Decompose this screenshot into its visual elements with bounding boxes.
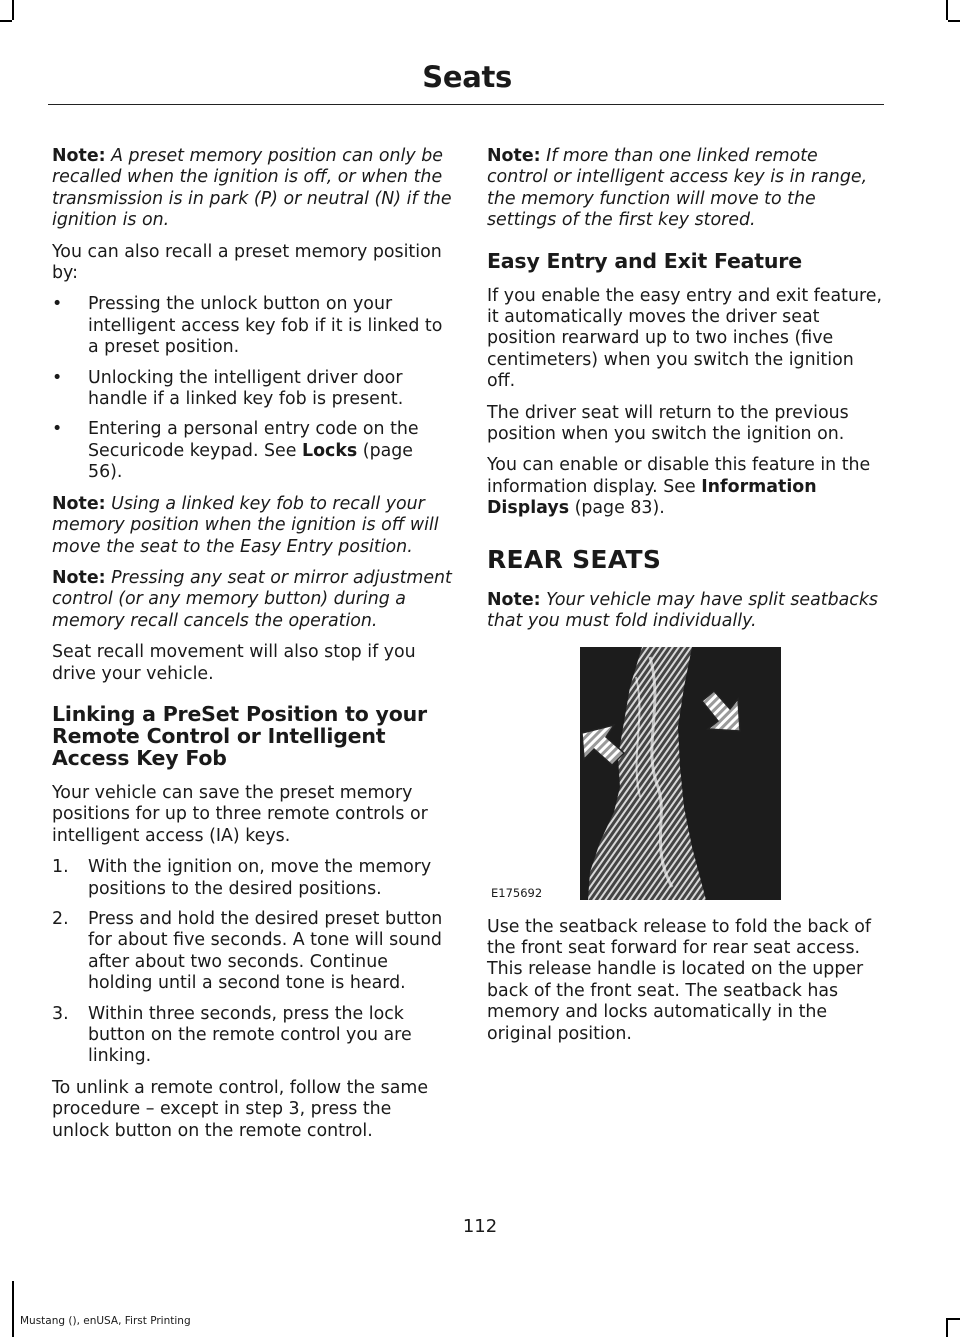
section-heading-rear-seats: REAR SEATS [487, 544, 662, 574]
list-item [52, 294, 452, 358]
unlink-text: To unlink a remote control, follow the same procedure – except in step 3, press the unlock button on the remote control. [52, 1077, 429, 1141]
section-heading-easy-entry: Easy Entry and Exit Feature [487, 248, 802, 273]
list-item [52, 857, 452, 900]
page-number: 112 [462, 1216, 498, 1237]
seatback-drawing [580, 647, 781, 900]
step-text: Within three seconds, press the lock button on the remote control you are linking. [88, 1003, 412, 1067]
seatback-figure [487, 647, 883, 903]
body-text: You can enable or disable this feature in the information display. See [487, 455, 871, 497]
list-item-text: Pressing the unlock button on your intelligent access key fob if it is linked to a preset position. [88, 294, 443, 358]
step-text: With the ignition on, move the memory positions to the desired positions. [88, 857, 432, 899]
step-text: Press and hold the desired preset button for about five seconds. A tone will sound after about two seconds. Continue holding until a second tone is heard. [88, 908, 443, 994]
crop-mark [948, 20, 960, 22]
crop-mark [12, 0, 14, 20]
note-multiple-keys [487, 146, 883, 232]
page-title: Seats [422, 60, 512, 94]
note-text: If more than one linked remote control or intelligent access key is in range, the memory function will move to the settings of the first key stored. [487, 146, 868, 231]
list-item [52, 368, 452, 411]
note-text: Pressing any seat or mirror adjustment control (or any memory button) during a memory recall cancels the operation. [52, 567, 452, 631]
list-item [52, 419, 452, 483]
recall-stop-text: Seat recall movement will also stop if you drive your vehicle. [52, 642, 416, 684]
section-heading-linking: Linking a PreSet Position to your Remote Control or Intelligent Access Key Fob [52, 701, 427, 770]
locks-link[interactable]: Locks [301, 440, 358, 461]
note-text: A preset memory position can only be recalled when the ignition is off, or when the transmission is in park (P) or neutral (N) if the ignition is on. [52, 146, 452, 231]
page-reference: (page 83). [569, 498, 665, 519]
information-displays-link[interactable]: Information Displays [487, 476, 817, 519]
page-header [48, 58, 884, 105]
bullet-marker: • [52, 367, 63, 388]
step-number: 2. [52, 908, 69, 929]
page-reference: (page 56). [88, 440, 413, 483]
footer-text: Mustang (), enUSA, First Printing [20, 1315, 191, 1327]
crop-mark [946, 0, 948, 20]
note-text: Using a linked key fob to recall your memory position when the ignition is off will move the seat to the Easy Entry position. [52, 493, 439, 557]
easy-entry-text: If you enable the easy entry and exit feature, it automatically moves the driver seat position rearward up to two inches (five centimeters) when you switch the ignition off. [487, 285, 882, 392]
linking-steps-list [52, 857, 452, 1068]
note-label: Note: [52, 146, 106, 166]
recall-intro: You can also recall a preset memory position by: [52, 241, 442, 284]
list-item [52, 909, 452, 995]
note-label: Note: [487, 589, 541, 610]
crop-mark [12, 1281, 14, 1337]
note-memory-recall-cancel [52, 568, 452, 632]
note-label: Note: [487, 146, 541, 166]
seatback-release-illustration [580, 647, 781, 900]
list-item-text: Entering a personal entry code on the Securicode keypad. See [88, 419, 419, 461]
crop-mark [946, 1318, 948, 1337]
note-linked-key-fob [52, 494, 452, 558]
note-preset-ignition [52, 146, 452, 232]
bullet-marker: • [52, 419, 63, 440]
step-number: 1. [52, 857, 69, 878]
note-split-seatbacks [487, 590, 883, 633]
recall-methods-list [52, 294, 452, 483]
note-text: Your vehicle may have split seatbacks that you must fold individually. [487, 589, 878, 632]
crop-mark [0, 20, 12, 22]
crop-mark [948, 1318, 960, 1320]
note-label: Note: [52, 567, 106, 588]
step-number: 3. [52, 1003, 69, 1024]
note-label: Note: [52, 493, 106, 514]
seatback-release-text: Use the seatback release to fold the back of the front seat forward for rear seat access. This release handle is located on the upper back of the front seat. The seatback has memory and locks automatically in the original position. [487, 916, 871, 1044]
left-column [52, 146, 452, 1152]
right-column [487, 146, 883, 1055]
list-item-text: Unlocking the intelligent driver door handle if a linked key fob is present. [88, 367, 404, 410]
list-item [52, 1004, 452, 1068]
easy-entry-return-text: The driver seat will return to the previous position when you switch the ignition on. [487, 402, 849, 445]
figure-id: E175692 [491, 885, 543, 900]
save-positions-text: Your vehicle can save the preset memory positions for up to three remote controls or intelligent access (IA) keys. [52, 782, 428, 846]
bullet-marker: • [52, 294, 63, 315]
easy-entry-enable-text [487, 455, 883, 519]
